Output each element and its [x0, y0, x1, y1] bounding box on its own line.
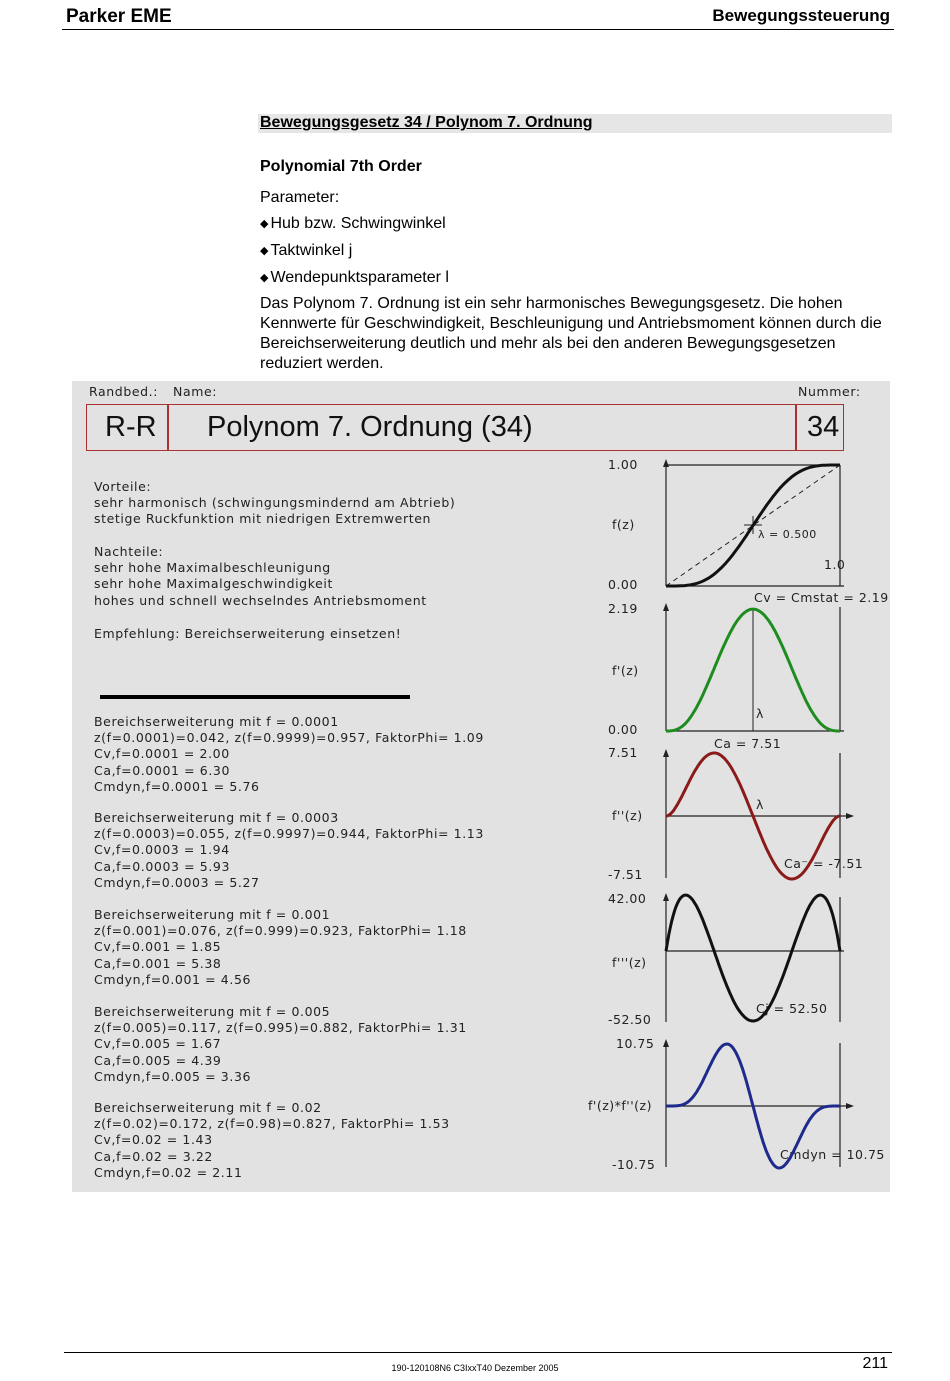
nummer-label: Nummer:: [798, 384, 861, 399]
y-axis-arrow: [663, 459, 669, 467]
plot-ymax-label: 7.51: [608, 745, 638, 760]
plot-lambda: λ: [756, 797, 764, 812]
plot-ylabel: f(z): [612, 517, 635, 532]
plot-ylabel: f'''(z): [612, 955, 647, 970]
plot-torque: [588, 1036, 885, 1172]
plot-ymax-label: 2.19: [608, 601, 638, 616]
footer-document-id: 190-120108N6 C3IxxT40 Dezember 2005: [391, 1363, 559, 1373]
name-label: Name:: [173, 384, 218, 399]
kinematic-plots: [72, 381, 890, 1192]
footer-rule: [64, 1352, 892, 1353]
motion-law-figure: [72, 381, 890, 1192]
plot-note: Cj = 52.50: [756, 1001, 828, 1016]
plot-lambda: λ: [756, 706, 764, 721]
bullet-text: Taktwinkel j: [270, 242, 353, 259]
erweiterung-block: Bereichserweiterung mit f = 0.001 z(f=0.001)=0.076, z(f=0.999)=0.923, FaktorPhi= 1.18 Cv,f=0.001 = 1.85 Ca,f=0.001 = 5.38 Cmdyn,f=0.001 = 4.56: [94, 907, 467, 987]
plot-ymin-label: 0.00: [608, 722, 638, 737]
plot-ylabel: f'(z): [612, 663, 639, 678]
plot-note: λ = 0.500: [758, 528, 817, 541]
plot-acceleration: [608, 736, 863, 882]
law-name-value: Polynom 7. Ordnung (34): [207, 411, 533, 443]
bullet-item: [260, 269, 449, 287]
header-company: Parker EME: [66, 6, 172, 27]
diamond-bullet-icon: ◆: [260, 272, 269, 284]
plot-ymin-label: 0.00: [608, 577, 638, 592]
nachteile-text: Nachteile: sehr hohe Maximalbeschleunigung sehr hohe Maximalgeschwindigkeit hohes und schnell wechselndes Antriebsmoment: [94, 544, 427, 608]
bullet-item: [260, 242, 352, 260]
page-number: 211: [862, 1355, 888, 1372]
section-title: Bewegungsgesetz 34 / Polynom 7. Ordnung: [260, 114, 593, 131]
vorteile-text: Vorteile: sehr harmonisch (schwingungsmindernd am Abtrieb) stetige Ruckfunktion mit niedrigen Extremwerten: [94, 479, 456, 527]
law-number-value: 34: [807, 411, 840, 443]
subtitle: Polynomial 7th Order: [260, 158, 422, 175]
bullet-text: Wendepunktsparameter l: [270, 269, 449, 286]
plot-ylabel: f''(z): [612, 808, 643, 823]
parameter-label: Parameter:: [260, 189, 340, 206]
plot-ylabel: f'(z)*f''(z): [588, 1098, 652, 1113]
plot-xmax-label: 1.0: [824, 557, 846, 572]
plot-ymax-label: 1.00: [608, 457, 638, 472]
plot-ymin-label: -52.50: [608, 1012, 652, 1027]
plot-ymax-label: 42.00: [608, 891, 647, 906]
erweiterung-block: Bereichserweiterung mit f = 0.005 z(f=0.005)=0.117, z(f=0.995)=0.882, FaktorPhi= 1.31 Cv,f=0.005 = 1.67 Ca,f=0.005 = 4.39 Cmdyn,f=0.005 = 3.36: [94, 1004, 467, 1084]
header-rule: [62, 29, 894, 30]
bullet-text: Hub bzw. Schwingwinkel: [270, 215, 446, 232]
plot-note: Ca = 7.51: [714, 736, 782, 751]
randbed-label: Randbed.:: [89, 384, 159, 399]
plot-jerk: [608, 891, 844, 1027]
randbed-value: R-R: [105, 411, 157, 443]
diamond-bullet-icon: ◆: [260, 245, 269, 257]
header-section: Bewegungssteuerung: [712, 6, 890, 25]
empfehlung-text: Empfehlung: Bereichserweiterung einsetzen!: [94, 626, 402, 641]
plot-ymin-label: -7.51: [608, 867, 643, 882]
plot-position: [608, 457, 845, 592]
erweiterung-block: Bereichserweiterung mit f = 0.0001 z(f=0.0001)=0.042, z(f=0.9999)=0.957, FaktorPhi= 1.09 Cv,f=0.0001 = 2.00 Ca,f=0.0001 = 6.30 Cmdyn,f=0.0001 = 5.76: [94, 714, 484, 794]
plot-velocity: [608, 590, 889, 737]
diamond-bullet-icon: ◆: [260, 218, 269, 230]
plot-ymin-label: -10.75: [612, 1157, 656, 1172]
erweiterung-block: Bereichserweiterung mit f = 0.0003 z(f=0.0003)=0.055, z(f=0.9997)=0.944, FaktorPhi= 1.13 Cv,f=0.0003 = 1.94 Ca,f=0.0003 = 5.93 Cmdyn,f=0.0003 = 5.27: [94, 810, 484, 890]
description-paragraph: Das Polynom 7. Ordnung ist ein sehr harmonisches Bewegungsgesetz. Die hohen Kennwerte für Geschwindigkeit, Beschleunigung und Antriebsmoment können durch die Bereichserweiterung deutlich und mehr als bei den anderen Bewegungsgesetzen reduziert werden.: [260, 295, 882, 372]
plot-note: Cv = Cmstat = 2.19: [754, 590, 889, 605]
bullet-item: [260, 215, 446, 233]
plot-note: Cmdyn = 10.75: [780, 1147, 885, 1162]
plot-ymax-label: 10.75: [616, 1036, 655, 1051]
plot-note: Ca⁻ = -7.51: [784, 856, 864, 871]
erweiterung-block: Bereichserweiterung mit f = 0.02 z(f=0.02)=0.172, z(f=0.98)=0.827, FaktorPhi= 1.53 Cv,f=0.02 = 1.43 Ca,f=0.02 = 3.22 Cmdyn,f=0.02 = 2.11: [94, 1100, 450, 1180]
